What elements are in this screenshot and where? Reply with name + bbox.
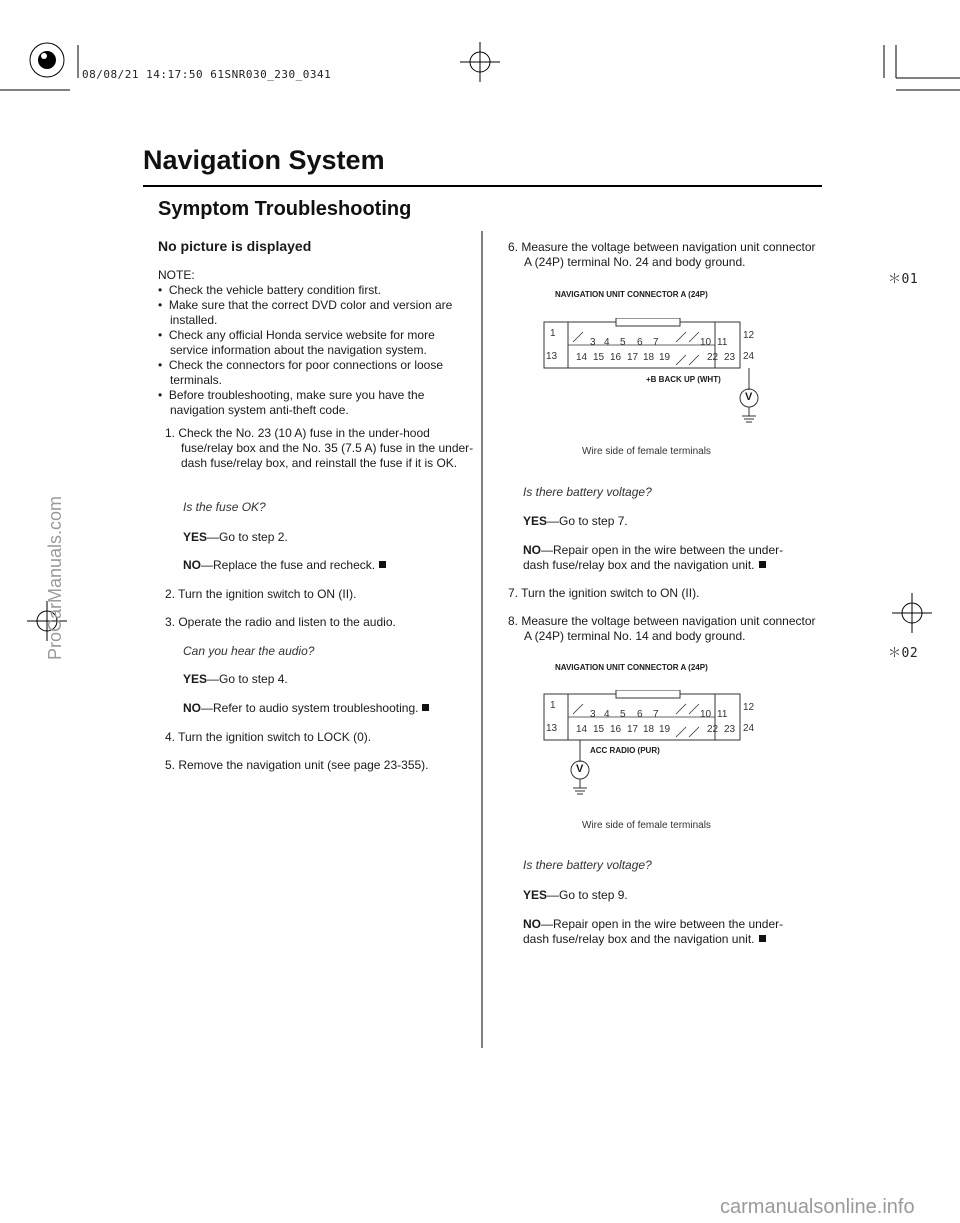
end-square-icon <box>759 561 766 568</box>
step-2: 2. Turn the ignition switch to ON (II). <box>165 587 357 601</box>
symptom-title: No picture is displayed <box>158 238 312 254</box>
step-7: 7. Turn the ignition switch to ON (II). <box>508 586 700 600</box>
end-square-icon <box>759 935 766 942</box>
pin-label: 19 <box>659 352 671 363</box>
note-item: • Make sure that the correct DVD color and version are installed. <box>158 298 453 327</box>
pin-label: 3 <box>590 709 596 720</box>
end-square-icon <box>379 561 386 568</box>
pin-label: 4 <box>604 337 610 348</box>
pin-label: 17 <box>627 352 639 363</box>
pin-label: 19 <box>659 724 671 735</box>
pin-label: 15 <box>593 352 605 363</box>
pin-label: 10 <box>700 337 712 348</box>
pin-label: 13 <box>546 351 558 362</box>
pin-label: 3 <box>590 337 596 348</box>
pin-label: 14 <box>576 724 588 735</box>
pin-label: 12 <box>743 702 755 713</box>
voltmeter-icon: V <box>745 391 753 403</box>
step-6: 6. Measure the voltage between navigation unit connector A (24P) terminal No. 24 and body ground. <box>508 240 816 269</box>
question-3: Can you hear the audio? <box>183 644 315 658</box>
pin-label: 10 <box>700 709 712 720</box>
note-item: • Before troubleshooting, make sure you have the navigation system anti-theft code. <box>158 388 425 417</box>
print-stamp: 08/08/21 14:17:50 61SNR030_230_0341 <box>82 68 332 81</box>
question-8: Is there battery voltage? <box>523 858 652 872</box>
wire-label-2: ACC RADIO (PUR) <box>590 746 660 755</box>
pin-label: 6 <box>637 709 643 720</box>
pin-label: 14 <box>576 352 588 363</box>
note-item: • Check the connectors for poor connections or loose terminals. <box>158 358 444 387</box>
pin-label: 1 <box>550 700 556 711</box>
step-3: 3. Operate the radio and listen to the audio. <box>165 615 396 629</box>
connector-title-1: NAVIGATION UNIT CONNECTOR A (24P) <box>555 290 708 299</box>
step-1: 1. Check the No. 23 (10 A) fuse in the under-hood fuse/relay box and the No. 35 (7.5 A) fuse in the under-dash fuse/relay box, and reinstall the fuse if it is OK. <box>165 426 474 470</box>
pin-label: 22 <box>707 724 719 735</box>
connector-title-2: NAVIGATION UNIT CONNECTOR A (24P) <box>555 663 708 672</box>
yes-6: YES—Go to step 7. <box>523 514 628 528</box>
pin-label: 12 <box>743 330 755 341</box>
step-8: 8. Measure the voltage between navigation unit connector A (24P) terminal No. 14 and body ground. <box>508 614 816 643</box>
note-label: NOTE: <box>158 268 195 282</box>
pin-label: 11 <box>717 709 728 720</box>
pin-label: 18 <box>643 352 655 363</box>
pin-label: 15 <box>593 724 605 735</box>
pin-label: 16 <box>610 352 622 363</box>
yes-8: YES—Go to step 9. <box>523 888 628 902</box>
pin-label: 23 <box>724 724 736 735</box>
end-square-icon <box>422 704 429 711</box>
pin-label: 24 <box>743 351 755 362</box>
voltmeter-icon: V <box>576 763 584 775</box>
step-4: 4. Turn the ignition switch to LOCK (0). <box>165 730 372 744</box>
note-item: • Check any official Honda service website for more service information about the navigation system. <box>158 328 435 357</box>
step-5: 5. Remove the navigation unit (see page 23-355). <box>165 758 429 772</box>
pin-label: 22 <box>707 352 719 363</box>
connector-caption-1: Wire side of female terminals <box>582 446 711 457</box>
note-list <box>158 283 468 418</box>
no-1: NO—Replace the fuse and recheck. <box>183 558 386 572</box>
footer-watermark: carmanualsonline.info <box>720 1196 915 1218</box>
pin-label: 5 <box>620 337 626 348</box>
page-title: Navigation System <box>143 145 385 175</box>
pin-label: 6 <box>637 337 643 348</box>
question-1: Is the fuse OK? <box>183 500 266 514</box>
pin-label: 18 <box>643 724 655 735</box>
side-watermark: ProCarManuals.com <box>45 495 65 660</box>
question-6: Is there battery voltage? <box>523 485 652 499</box>
no-6: NO—Repair open in the wire between the under-dash fuse/relay box and the navigation unit. <box>523 543 784 572</box>
pin-label: 7 <box>653 337 659 348</box>
connector-caption-2: Wire side of female terminals <box>582 820 711 831</box>
yes-3: YES—Go to step 4. <box>183 672 288 686</box>
pin-label: 16 <box>610 724 622 735</box>
wire-label-1: +B BACK UP (WHT) <box>646 375 721 384</box>
pin-label: 4 <box>604 709 610 720</box>
note-item: • Check the vehicle battery condition first. <box>158 283 381 297</box>
no-3: NO—Refer to audio system troubleshooting. <box>183 701 429 715</box>
pin-label: 17 <box>627 724 639 735</box>
note-block <box>158 268 468 418</box>
pin-label: 1 <box>550 328 556 339</box>
pin-label: 7 <box>653 709 659 720</box>
yes-1: YES—Go to step 2. <box>183 530 288 544</box>
pin-label: 23 <box>724 352 736 363</box>
margin-mark: ＊02 <box>888 646 919 661</box>
pin-label: 13 <box>546 723 558 734</box>
no-8: NO—Repair open in the wire between the under-dash fuse/relay box and the navigation unit. <box>523 917 784 946</box>
pin-label: 24 <box>743 723 755 734</box>
section-title: Symptom Troubleshooting <box>158 198 412 220</box>
pin-label: 11 <box>717 337 728 348</box>
margin-mark: ＊01 <box>888 272 919 287</box>
pin-label: 5 <box>620 709 626 720</box>
